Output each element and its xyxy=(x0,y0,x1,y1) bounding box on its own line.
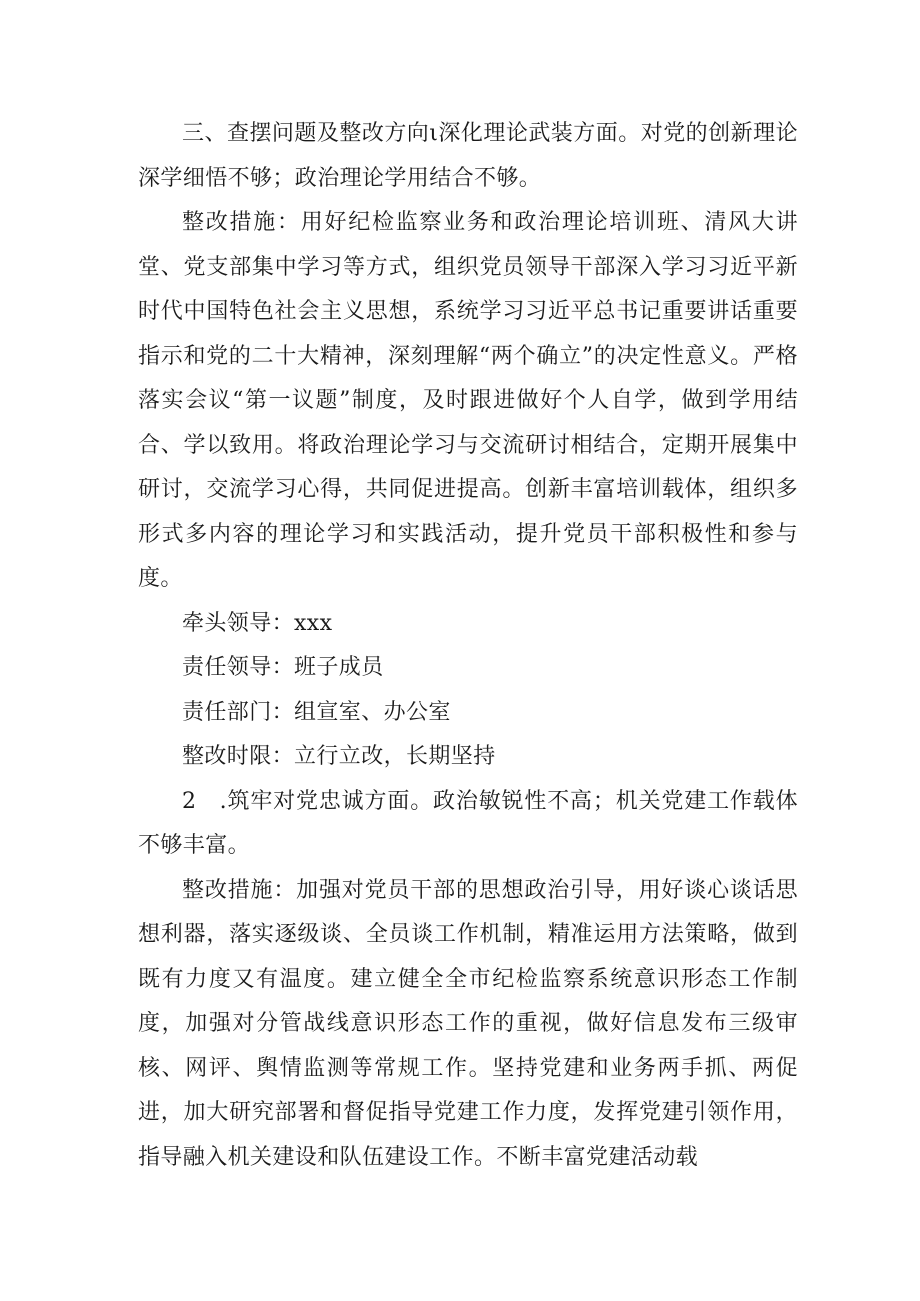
paragraph-responsible-leader: 责任领导：班子成员 xyxy=(182,655,384,680)
paragraph-responsible-department: 责任部门：组宣室、办公室 xyxy=(182,699,451,725)
paragraph-deadline: 整改时限：立行立改，长期坚持 xyxy=(182,744,496,769)
paragraph-problem-2-title: 2 .筑牢对党忠诚方面。政治敏锐性不高；机关党建工作载体不够丰富。 xyxy=(138,788,798,858)
paragraph-lead-leader: 牵头领导：xxx xyxy=(182,610,333,636)
paragraph-problem-1-title: 三、查摆问题及整改方向ι深化理论武装方面。对党的创新理论深学细悟不够；政治理论学用结合不够。 xyxy=(138,121,798,191)
paragraph-measures-1: 整改措施：用好纪检监察业务和政治理论培训班、清风大讲堂、党支部集中学习等方式，组织党员领导干部深入学习习近平新时代中国特色社会主义思想，系统学习习近平总书记重要讲话重要指示和党的二十大精神，深刻理解“两个确立”的决定性意义。严格落实会议“第一议题”制度，及时跟进做好个人自学，做到学用结合、学以致用。将政治理论学习与交流研讨相结合，定期开展集中研讨，交流学习心得，共同促进提高。创新丰富培训载体，组织多形式多内容的理论学习和实践活动，提升党员干部积极性和参与度。 xyxy=(138,210,798,591)
paragraph-measures-2: 整改措施：加强对党员干部的思想政治引导，用好谈心谈话思想利器，落实逐级谈、全员谈工作机制，精准运用方法策略，做到既有力度又有温度。建立健全全市纪检监察系统意识形态工作制度，加强对分管战线意识形态工作的重视，做好信息发布三级审核、网评、舆情监测等常规工作。坚持党建和业务两手抓、两促进，加大研究部署和督促指导党建工作力度，发挥党建引领作用，指导融入机关建设和队伍建设工作。不断丰富党建活动载 xyxy=(138,877,798,1170)
document-body xyxy=(138,112,798,1180)
